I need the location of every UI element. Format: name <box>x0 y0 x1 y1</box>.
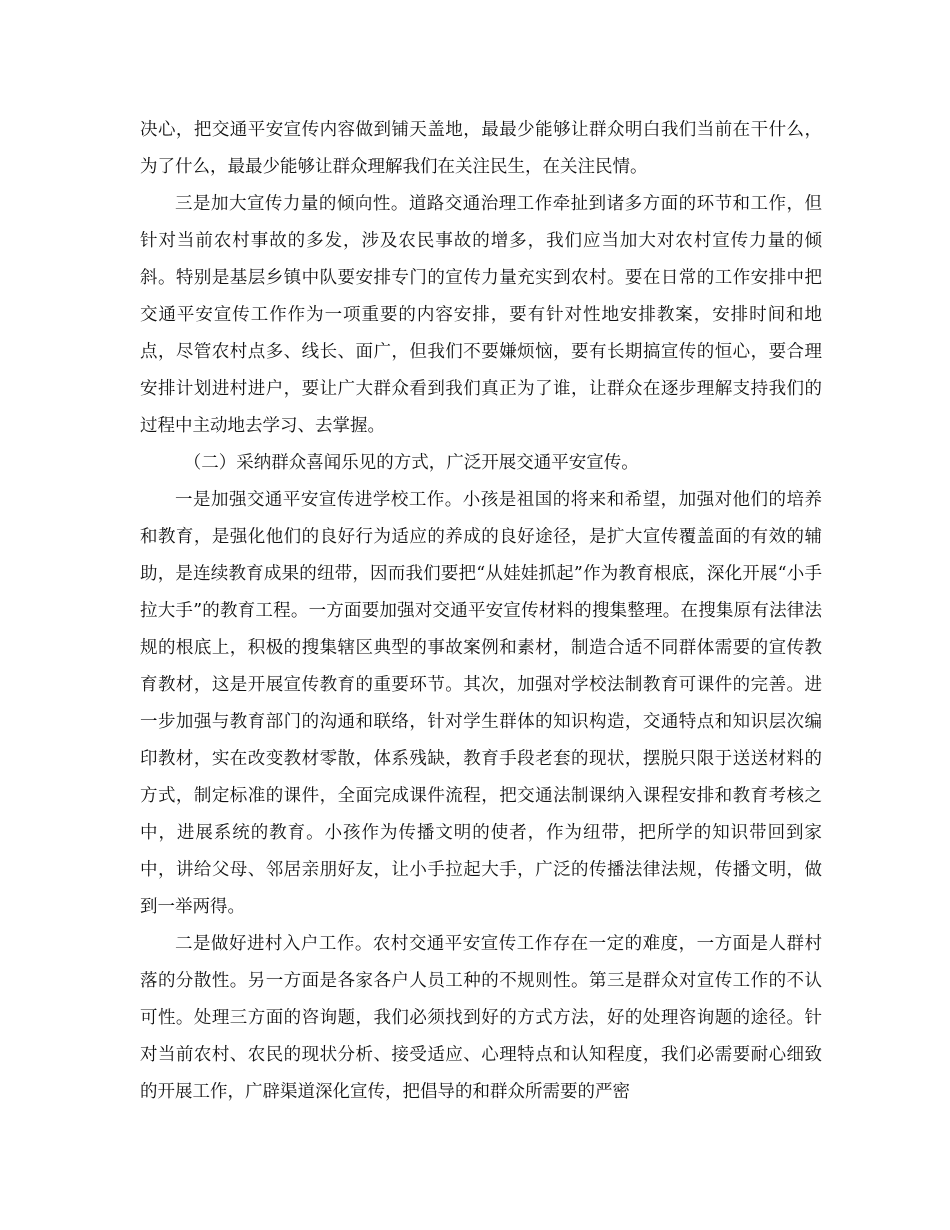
document-body <box>140 112 822 1111</box>
paragraph-third-point: 三是加大宣传力量的倾向性。道路交通治理工作牵扯到诸多方面的环节和工作，但针对当前农村事故的多发，涉及农民事故的增多，我们应当加大对农村宣传力量的倾斜。特别是基层乡镇中队要安排专门的宣传力量充实到农村。要在日常的工作安排中把交通平安宣传工作作为一项重要的内容安排，要有针对性地安排教案，安排时间和地点，尽管农村点多、线长、面广，但我们不要嫌烦恼，要有长期搞宣传的恒心，要合理安排计划进村进户，要让广大群众看到我们真正为了谁，让群众在逐步理解支持我们的过程中主动地去学习、去掌握。 <box>140 194 822 436</box>
section-heading-2: （二）采纳群众喜闻乐见的方式，广泛开展交通平安宣传。 <box>183 453 639 473</box>
paragraph-village-work: 二是做好进村入户工作。农村交通平安宣传工作存在一定的难度，一方面是人群村落的分散性。另一方面是各家各户人员工种的不规则性。第三是群众对宣传工作的不认可性。处理三方面的咨询题，我们必须找到好的方式方法，好的处理咨询题的途径。针对当前农村、农民的现状分析、接受适应、心理特点和认知程度，我们必需要耐心细致的开展工作，广辟渠道深化宣传，把倡导的和群众所需要的严密 <box>140 934 822 1102</box>
paragraph-continuation: 决心，把交通平安宣传内容做到铺天盖地，最最少能够让群众明白我们当前在干什么，为了什么，最最少能够让群众理解我们在关注民生，在关注民情。 <box>140 120 822 177</box>
paragraph-school-work: 一是加强交通平安宣传进学校工作。小孩是祖国的将来和希望，加强对他们的培养和教育，是强化他们的良好行为适应的养成的良好途径，是扩大宣传覆盖面的有效的辅助，是连续教育成果的纽带，因而我们要把“从娃娃抓起”作为教育根底，深化开展“小手拉大手”的教育工程。一方面要加强对交通平安宣传材料的搜集整理。在搜集原有法律法规的根底上，积极的搜集辖区典型的事故案例和素材，制造合适不同群体需要的宣传教育教材，这是开展宣传教育的重要环节。其次，加强对学校法制教育可课件的完善。进一步加强与教育部门的沟通和联络，针对学生群体的知识构造，交通特点和知识层次编印教材，实在改变教材零散，体系残缺，教育手段老套的现状，摆脱只限于送送材料的方式，制定标准的课件，全面完成课件流程，把交通法制课纳入课程安排和教育考核之中，进展系统的教育。小孩作为传播文明的使者，作为纽带，把所学的知识带回到家中，讲给父母、邻居亲朋好友，让小手拉起大手，广泛的传播法律法规，传播文明，做到一举两得。 <box>140 490 822 917</box>
